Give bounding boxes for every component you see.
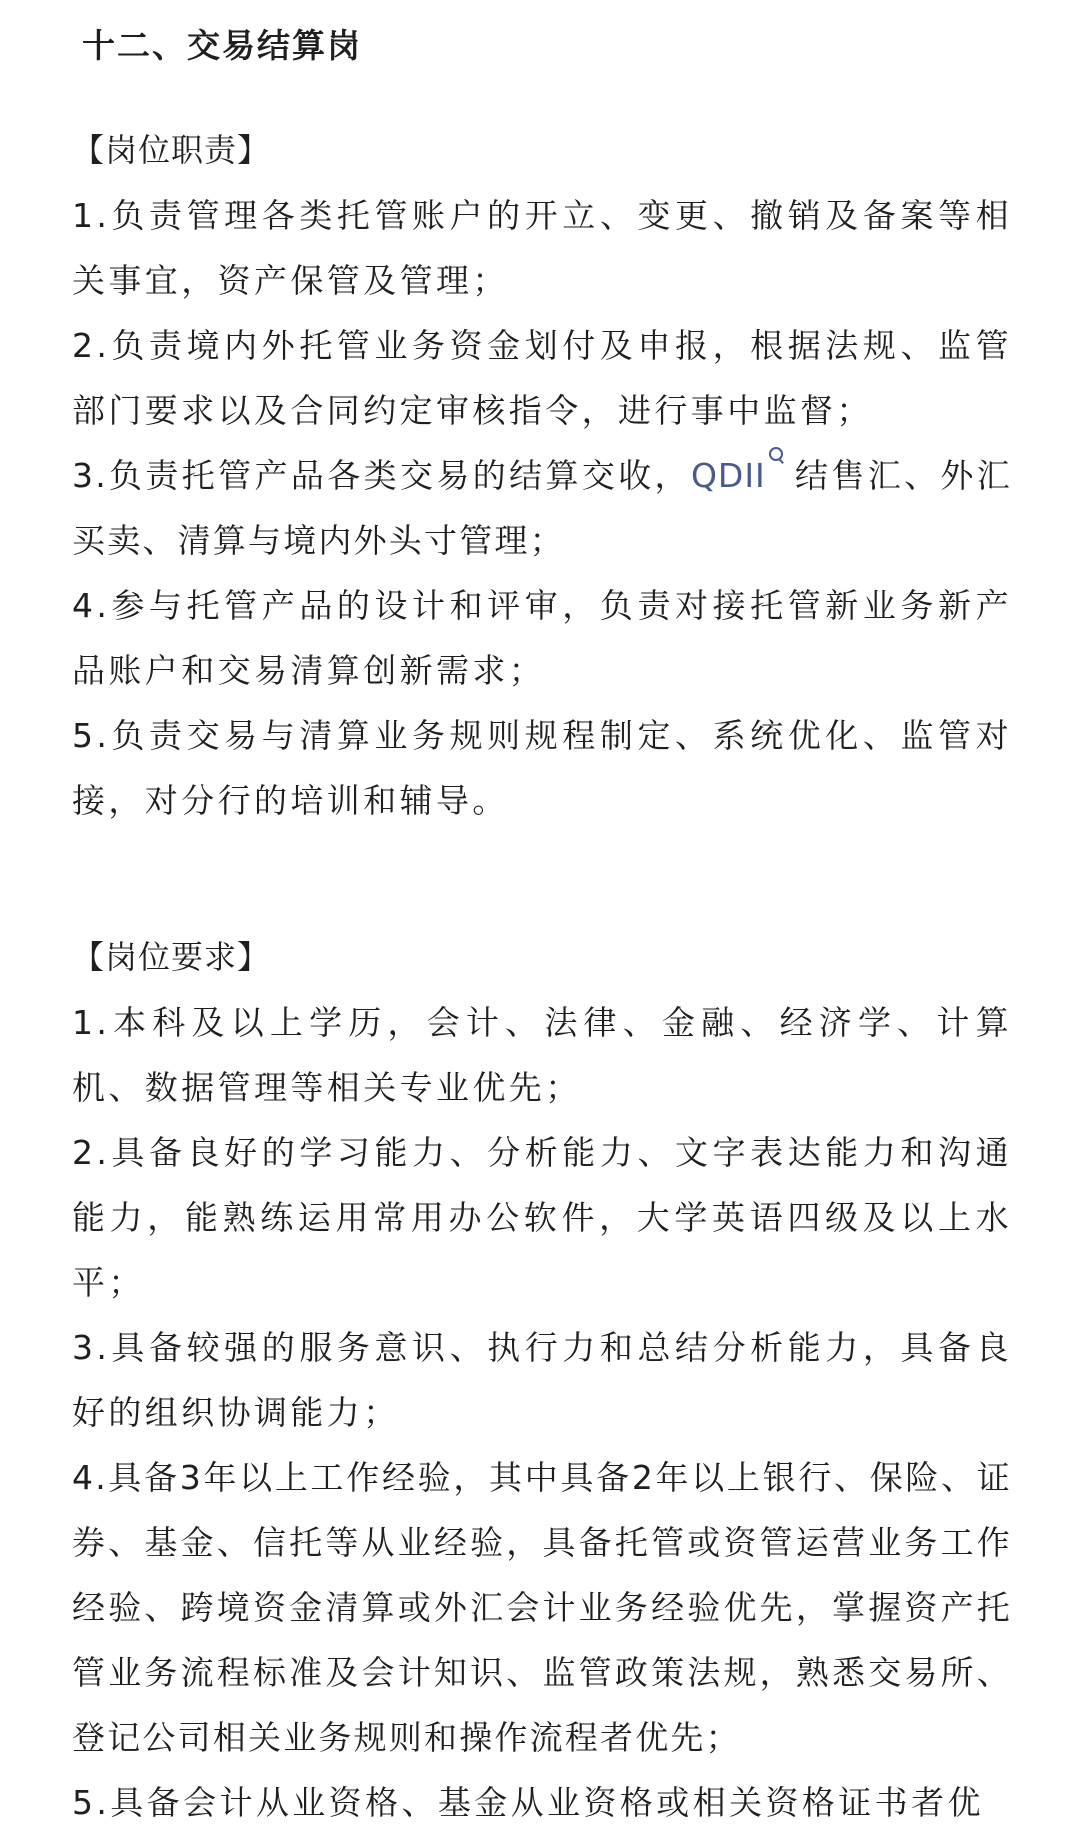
duty-item-3-text-start: 3.负责托管产品各类交易的结算交收， <box>72 456 691 495</box>
requirements-heading: 【岗位要求】 <box>72 938 271 976</box>
requirement-item-1: 1.本科及以上学历，会计、法律、金融、经济学、计算机、数据管理等相关专业优先； <box>72 1003 1012 1107</box>
duty-item-5: 5.负责交易与清算业务规则规程制定、系统优化、监管对接，对分行的培训和辅导。 <box>72 716 1012 820</box>
search-icon[interactable] <box>768 447 784 463</box>
qdii-link[interactable]: QDII <box>690 456 766 495</box>
duty-item-3 <box>72 443 1012 573</box>
page-title: 十二、交易结算岗 <box>82 26 362 65</box>
requirement-item-2: 2.具备良好的学习能力、分析能力、文字表达能力和沟通能力，能熟练运用常用办公软件，大学英语四级及以上水平； <box>72 1133 1012 1302</box>
requirement-item-3: 3.具备较强的服务意识、执行力和总结分析能力，具备良好的组织协调能力； <box>72 1328 1012 1432</box>
requirement-item-4: 4.具备3年以上工作经验，其中具备2年以上银行、保险、证券、基金、信托等从业经验，具备托管或资管运营业务工作经验、跨境资金清算或外汇会计业务经验优先，掌握资产托管业务流程标准及会计知识、监管政策法规，熟悉交易所、登记公司相关业务规则和操作流程者优先； <box>72 1458 1012 1757</box>
duty-item-2: 2.负责境内外托管业务资金划付及申报，根据法规、监管部门要求以及合同约定审核指令，进行事中监督； <box>72 326 1012 430</box>
duties-section <box>72 118 1012 833</box>
duty-item-1: 1.负责管理各类托管账户的开立、变更、撤销及备案等相关事宜，资产保管及管理； <box>72 196 1012 300</box>
duties-heading: 【岗位职责】 <box>72 131 271 169</box>
requirements-section <box>72 925 1012 1835</box>
duty-item-3-text-end: 结售汇、外汇买卖、清算与境内外头寸管理； <box>72 456 1012 560</box>
requirement-item-5: 5.具备会计从业资格、基金从业资格或相关资格证书者优 <box>72 1783 984 1822</box>
duty-item-4: 4.参与托管产品的设计和评审，负责对接托管新业务新产品账户和交易清算创新需求； <box>72 586 1012 690</box>
